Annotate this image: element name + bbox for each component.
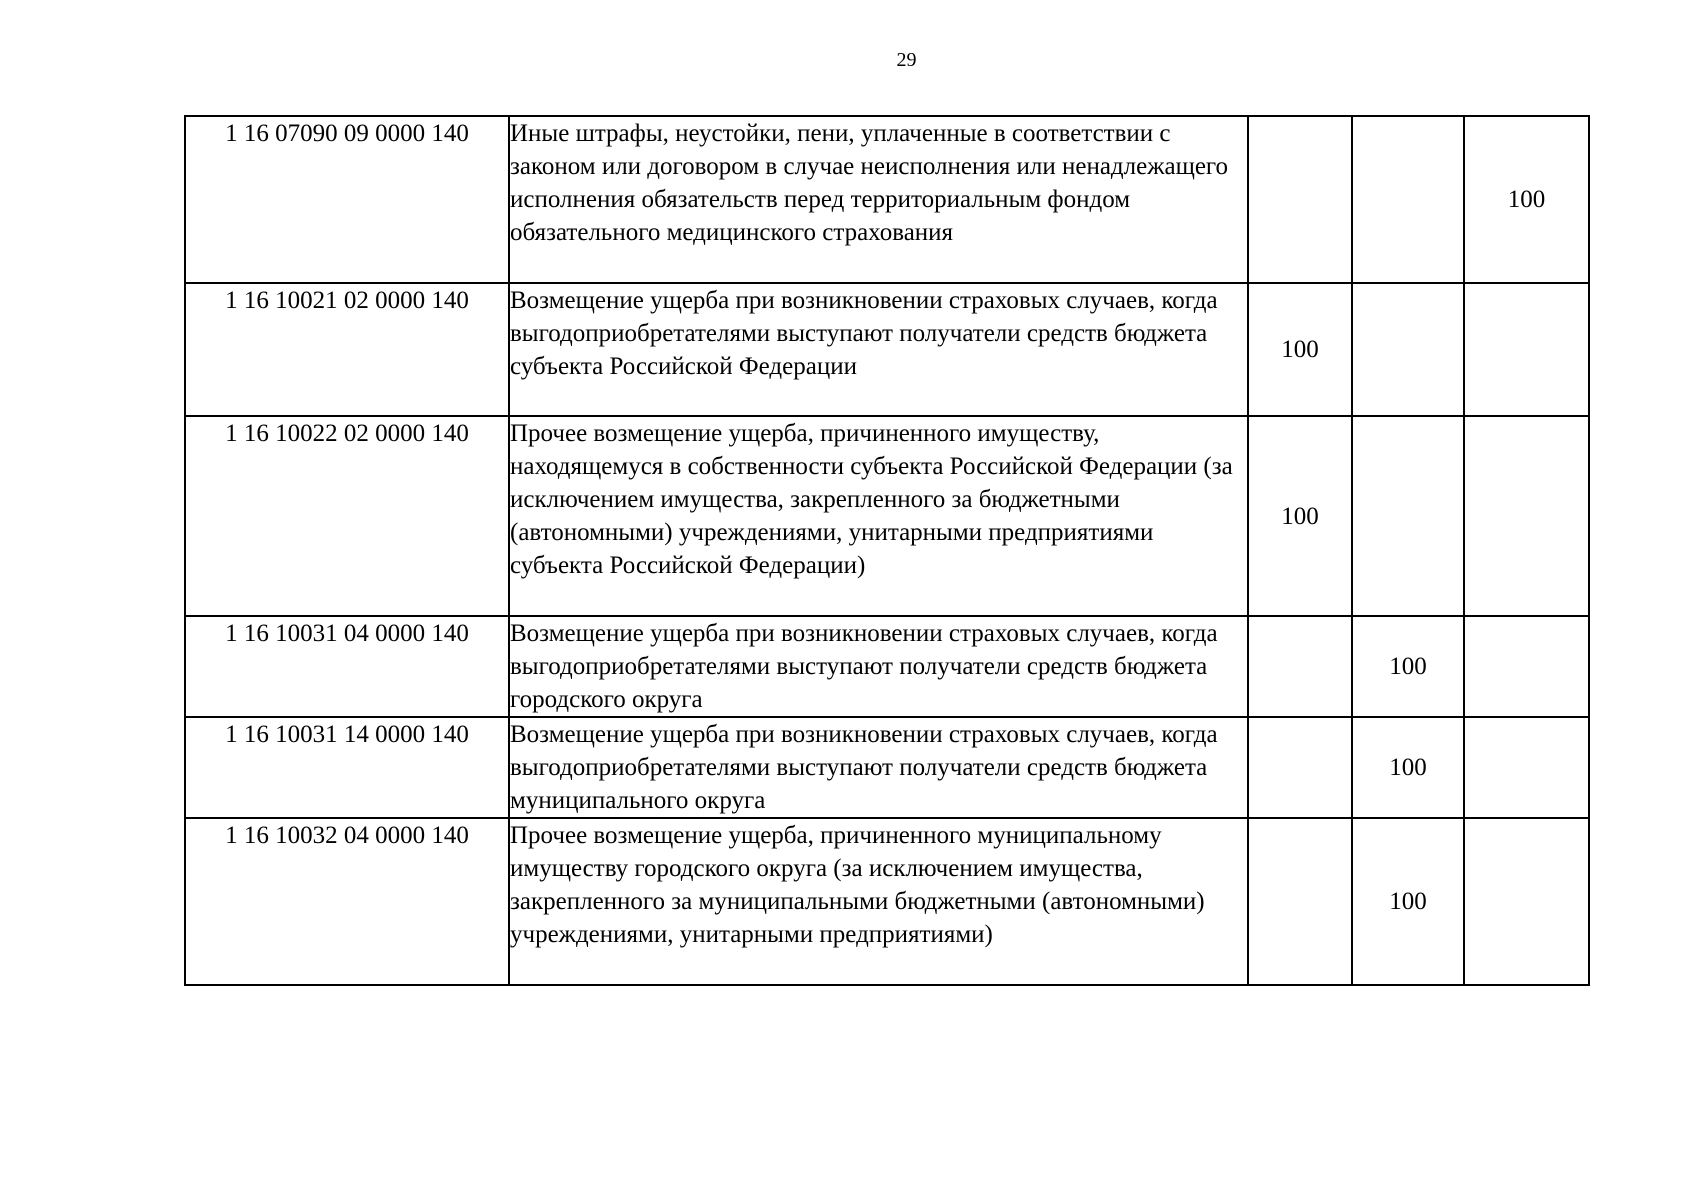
percent-cell-3 [1464, 283, 1589, 416]
budget-code: 1 16 10021 02 0000 140 [185, 283, 509, 416]
budget-code: 1 16 10031 14 0000 140 [185, 717, 509, 818]
percent-cell-1 [1248, 616, 1352, 717]
percent-cell-1: 100 [1248, 283, 1352, 416]
revenue-description: Возмещение ущерба при возникновении страховых случаев, когда выгодоприобретателями выступают получатели средств бюджета субъекта Российской Федерации [509, 283, 1248, 416]
percent-cell-1 [1248, 818, 1352, 985]
percent-cell-2: 100 [1352, 818, 1464, 985]
percent-cell-2 [1352, 283, 1464, 416]
revenue-description: Возмещение ущерба при возникновении страховых случаев, когда выгодоприобретателями выступают получатели средств бюджета муниципального округа [509, 717, 1248, 818]
percent-cell-3 [1464, 416, 1589, 616]
revenue-table [184, 115, 1590, 986]
table-row [185, 116, 1589, 283]
percent-cell-2 [1352, 416, 1464, 616]
budget-code: 1 16 07090 09 0000 140 [185, 116, 509, 283]
percent-cell-3 [1464, 616, 1589, 717]
percent-cell-2 [1352, 116, 1464, 283]
table-row [185, 283, 1589, 416]
table-row [185, 818, 1589, 985]
table-row [185, 717, 1589, 818]
table-row [185, 416, 1589, 616]
revenue-description: Прочее возмещение ущерба, причиненного муниципальному имуществу городского округа (за исключением имущества, закрепленного за муниципальными бюджетными (автономными) учреждениями, унитарными предприятиями) [509, 818, 1248, 985]
percent-cell-3 [1464, 818, 1589, 985]
percent-cell-1 [1248, 717, 1352, 818]
revenue-description: Иные штрафы, неустойки, пени, уплаченные в соответствии с законом или договором в случае неисполнения или ненадлежащего исполнения обязательств перед территориальным фондом обязательного медицинского страхования [509, 116, 1248, 283]
revenue-description: Прочее возмещение ущерба, причиненного имуществу, находящемуся в собственности субъекта Российской Федерации (за исключением имущества, закрепленного за бюджетными (автономными) учреждениями, унитарными предприятиями субъекта Российской Федерации) [509, 416, 1248, 616]
percent-cell-3: 100 [1464, 116, 1589, 283]
percent-cell-2: 100 [1352, 717, 1464, 818]
percent-cell-3 [1464, 717, 1589, 818]
budget-code: 1 16 10022 02 0000 140 [185, 416, 509, 616]
table-row [185, 616, 1589, 717]
budget-code: 1 16 10032 04 0000 140 [185, 818, 509, 985]
revenue-description: Возмещение ущерба при возникновении страховых случаев, когда выгодоприобретателями выступают получатели средств бюджета городского округа [509, 616, 1248, 717]
percent-cell-2: 100 [1352, 616, 1464, 717]
percent-cell-1: 100 [1248, 416, 1352, 616]
percent-cell-1 [1248, 116, 1352, 283]
page-number: 29 [896, 49, 917, 71]
budget-code: 1 16 10031 04 0000 140 [185, 616, 509, 717]
